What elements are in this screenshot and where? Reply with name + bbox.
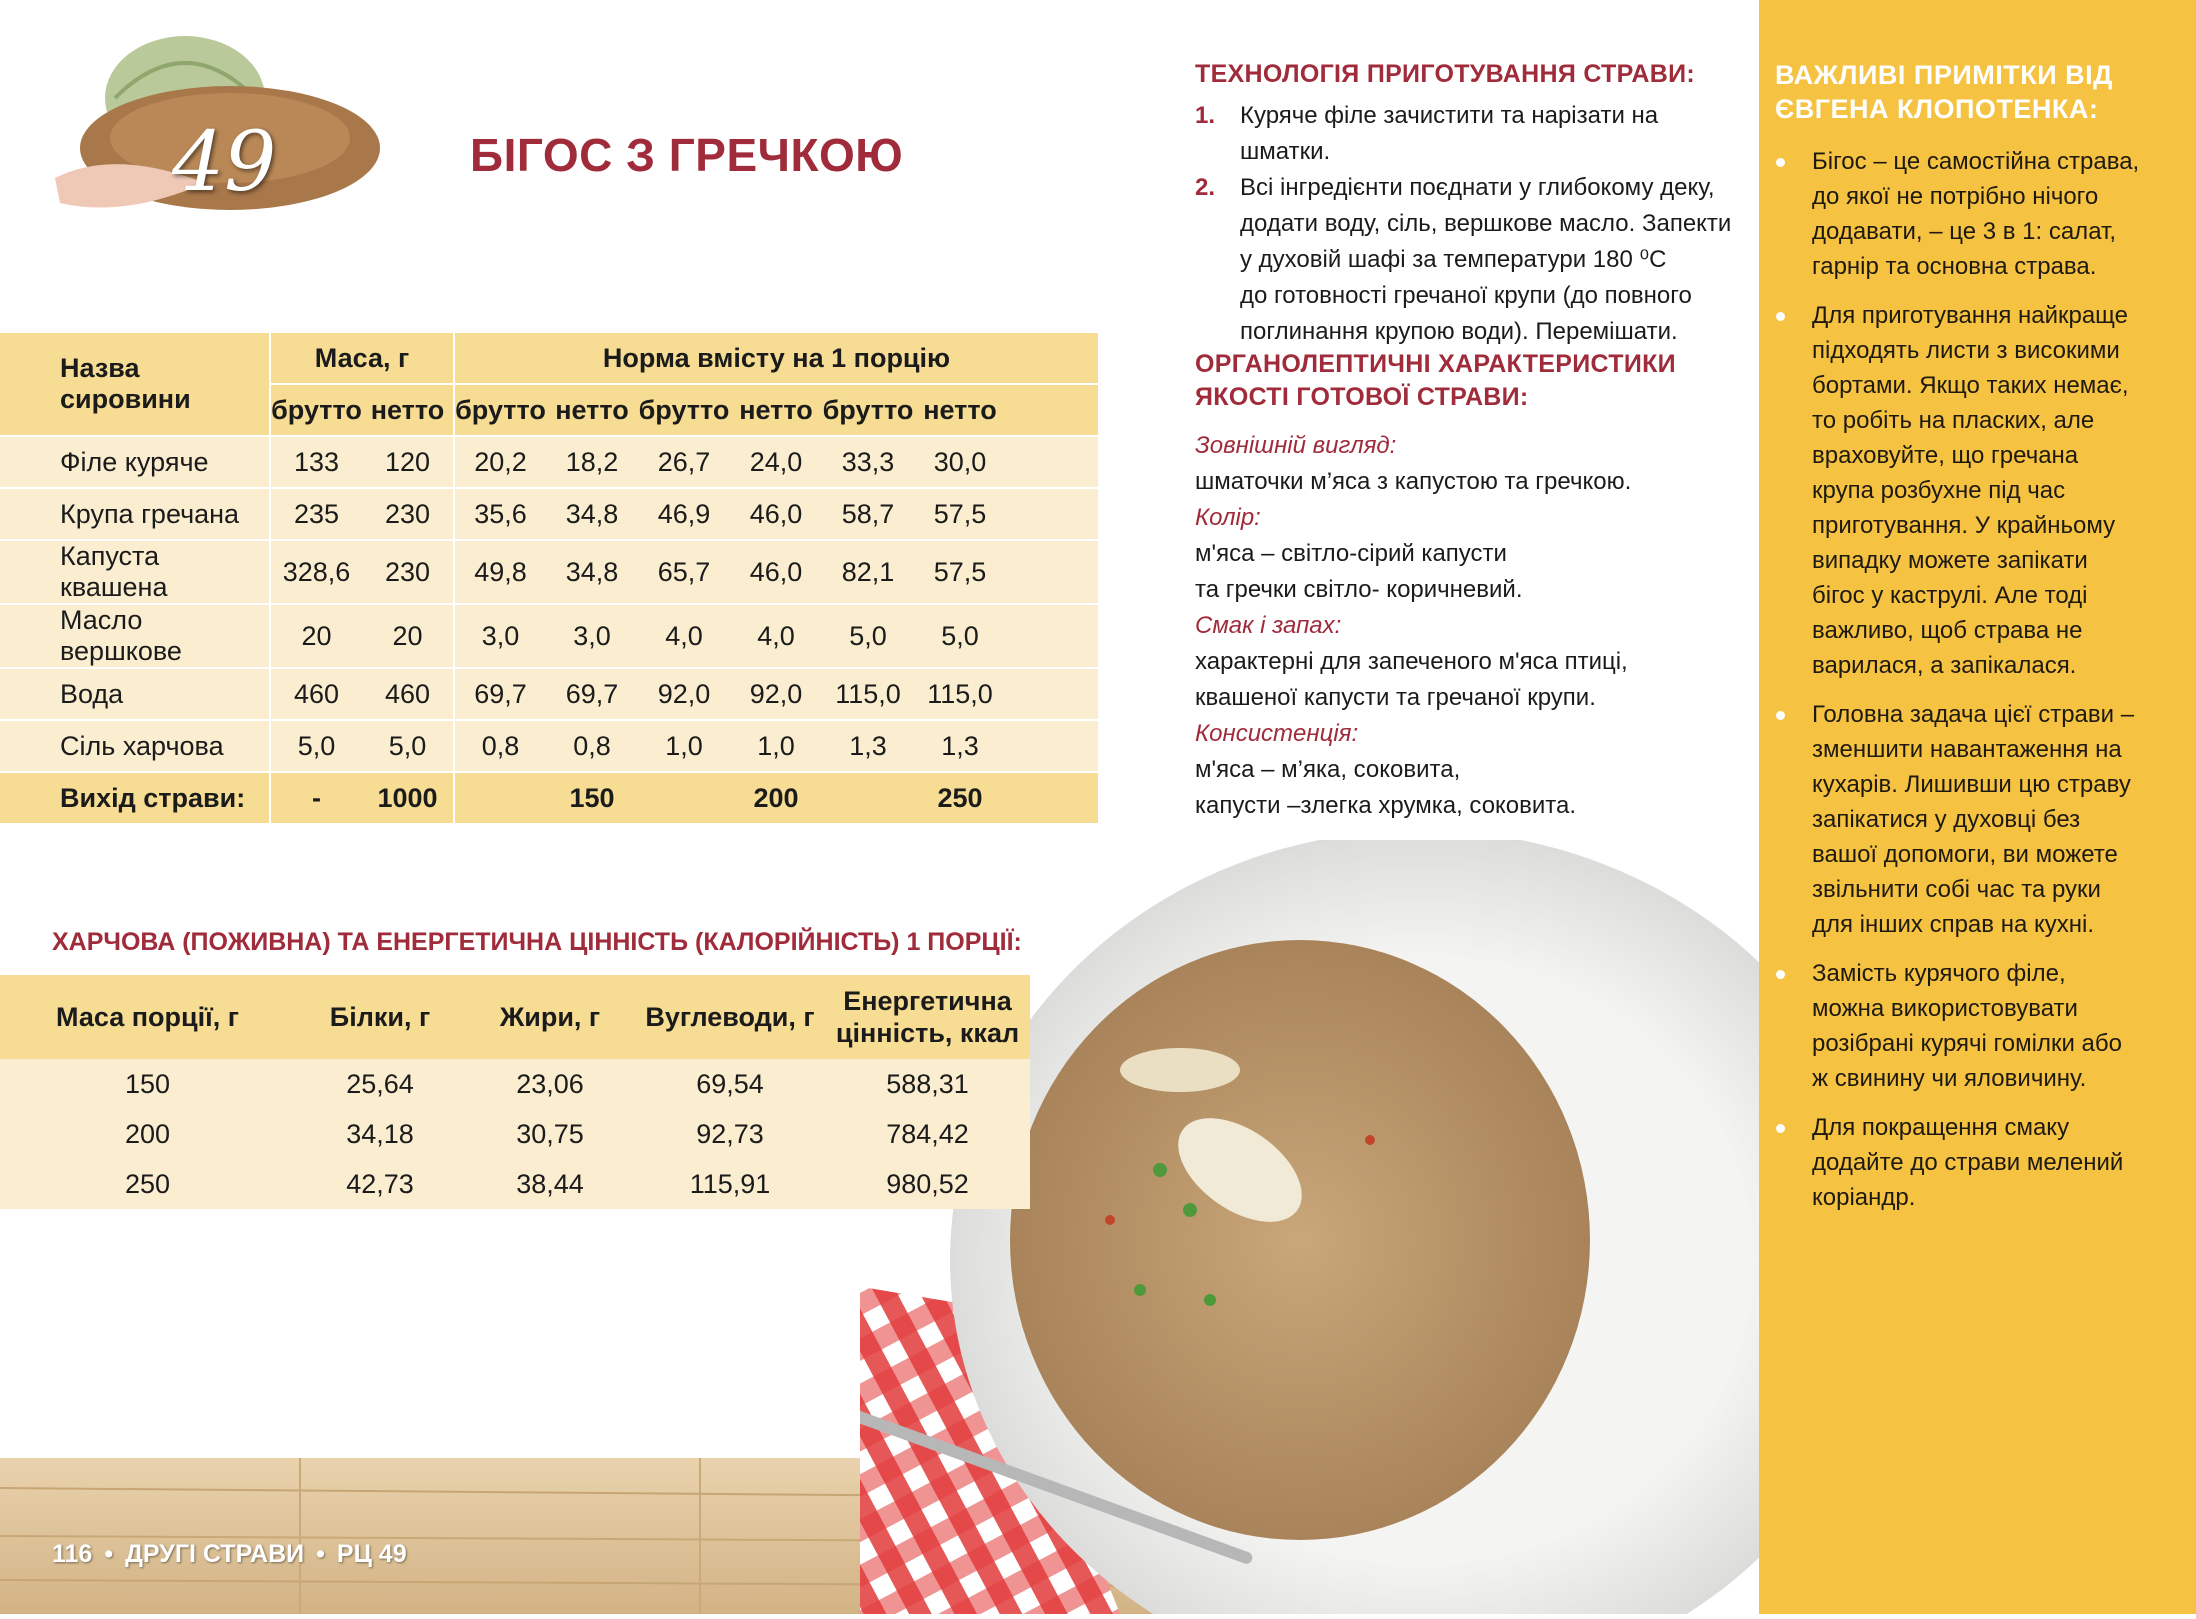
step-number: 1. (1195, 102, 1216, 129)
bullet-icon (1776, 970, 1785, 979)
cell-value: 1,3 (914, 720, 1006, 772)
list-item (1772, 144, 2152, 284)
header-brutto: брутто (822, 384, 914, 436)
cell-value: 0,8 (454, 720, 546, 772)
table-row (0, 720, 1098, 772)
note-line: розібрані курячі гомілки або (1812, 1030, 2122, 1057)
header-portion-mass: Маса порції, г (0, 975, 295, 1059)
header-energy-line2: цінність, ккал (835, 1018, 1020, 1048)
cell-value: 92,0 (730, 668, 822, 720)
list-item (1195, 98, 1735, 170)
cell-value: 250 (0, 1159, 295, 1209)
cell-value: 46,9 (638, 488, 730, 540)
cell-value: 5,0 (914, 604, 1006, 668)
header-brutto: брутто (638, 384, 730, 436)
note-line: додайте до страви мелений (1812, 1149, 2124, 1176)
header-netto: нетто (730, 384, 822, 436)
cell-value: 20 (270, 604, 362, 668)
cell-value: 46,0 (730, 488, 822, 540)
note-line: крупа розбухне під час (1812, 477, 2066, 504)
header-norm: Норма вмісту на 1 порцію (454, 333, 1098, 384)
cell-value: 23,06 (465, 1059, 635, 1109)
header-netto: нетто (546, 384, 638, 436)
notes-list (1772, 144, 2152, 1229)
cell-value: 150 (546, 772, 638, 824)
taste-text: квашеної капусти та гречаної крупи. (1195, 684, 1596, 711)
note-line: Для приготування найкраще (1812, 302, 2129, 329)
note-line: ж свинину чи яловичину. (1812, 1065, 2087, 1092)
cell-value: 26,7 (638, 436, 730, 488)
note-line: можна використовувати (1812, 995, 2078, 1022)
cell-value: 4,0 (638, 604, 730, 668)
ingredients-table (0, 333, 1098, 825)
cell-value: 3,0 (546, 604, 638, 668)
cell-blank (454, 772, 546, 824)
cell-blank (1006, 668, 1098, 720)
note-line: Замість курячого філе, (1812, 960, 2066, 987)
cell-value: 92,0 (638, 668, 730, 720)
ingredient-name: Сіль харчова (0, 720, 270, 772)
cell-value: 46,0 (730, 540, 822, 604)
notes-title-line: ЄВГЕНА КЛОПОТЕНКА: (1775, 94, 2099, 124)
note-line: зменшити навантаження на (1812, 736, 2122, 763)
note-line: то робіть на пласких, але (1812, 407, 2095, 434)
appearance-label: Зовнішній вигляд: (1195, 432, 1397, 459)
header-name: Назва сировини (0, 333, 270, 436)
notes-title-line: ВАЖЛИВІ ПРИМІТКИ ВІД (1775, 60, 2113, 90)
cell-value: 200 (730, 772, 822, 824)
cell-value: 133 (270, 436, 362, 488)
cell-value: 115,0 (822, 668, 914, 720)
step-text: Всі інгредієнти поєднати у глибокому деку, (1240, 174, 1715, 201)
cell-value: 57,5 (914, 540, 1006, 604)
cell-value: 69,7 (546, 668, 638, 720)
separator-dot-icon: • (104, 1540, 114, 1568)
cell-value: 4,0 (730, 604, 822, 668)
header-netto: нетто (362, 384, 454, 436)
cell-value: 34,8 (546, 488, 638, 540)
cell-value: 42,73 (295, 1159, 465, 1209)
cell-value: 0,8 (546, 720, 638, 772)
cell-value: 34,8 (546, 540, 638, 604)
cell-value: 1,0 (638, 720, 730, 772)
cell-value: 49,8 (454, 540, 546, 604)
note-line: враховуйте, що гречана (1812, 442, 2079, 469)
appearance-text: шматочки м’яса з капустою та гречкою. (1195, 468, 1632, 495)
note-line: Бігос – це самостійна страва, (1812, 148, 2140, 175)
step-text: поглинання крупою води). Перемішати. (1240, 318, 1678, 345)
header-brutto: брутто (270, 384, 362, 436)
header-mass: Маса, г (270, 333, 454, 384)
note-line: гарнір та основна страва. (1812, 253, 2097, 280)
cell-blank (1006, 488, 1098, 540)
table-row (0, 604, 1098, 668)
note-line: варилася, а запікалася. (1812, 652, 2077, 679)
header-energy (825, 975, 1030, 1059)
color-text: м'яса – світло-сірий капусти (1195, 540, 1507, 567)
cell-value: 18,2 (546, 436, 638, 488)
cell-value: 24,0 (730, 436, 822, 488)
notes-title (1775, 58, 2175, 126)
recipe-code: РЦ 49 (336, 1540, 407, 1568)
section-name: ДРУГІ СТРАВИ (125, 1540, 305, 1568)
cell-value: 30,0 (914, 436, 1006, 488)
cell-value: 92,73 (635, 1109, 825, 1159)
page-number: 116 (52, 1540, 93, 1568)
cell-value: 230 (362, 540, 454, 604)
taste-text: характерні для запеченого м'яса птиці, (1195, 648, 1628, 675)
bullet-icon (1776, 711, 1785, 720)
cell-value: 460 (362, 668, 454, 720)
color-label: Колір: (1195, 504, 1261, 531)
consistency-text: капусти –злегка хрумка, соковита. (1195, 792, 1577, 819)
note-line: приготування. У крайньому (1812, 512, 2116, 539)
cell-value: 69,7 (454, 668, 546, 720)
cell-value: 20 (362, 604, 454, 668)
step-text: додати воду, сіль, вершкове масло. Запекти (1240, 210, 1732, 237)
cell-value: 69,54 (635, 1059, 825, 1109)
header-energy-line1: Енергетична (843, 986, 1012, 1016)
cell-blank (1006, 540, 1098, 604)
cell-value: 30,75 (465, 1109, 635, 1159)
cell-value: 82,1 (822, 540, 914, 604)
list-item (1195, 170, 1735, 350)
cell-value: 460 (270, 668, 362, 720)
cell-value: 5,0 (822, 604, 914, 668)
recipe-number: 49 (172, 115, 277, 210)
cell-value: 5,0 (270, 720, 362, 772)
note-line: кухарів. Лишивши цю страву (1812, 771, 2131, 798)
cell-value: 980,52 (825, 1159, 1030, 1209)
nutrition-table (0, 975, 1030, 1209)
cell-value: 20,2 (454, 436, 546, 488)
ingredient-name: Масло вершкове (0, 604, 270, 668)
organoleptic-characteristics (1195, 428, 1755, 824)
cell-value: 34,18 (295, 1109, 465, 1159)
note-line: бігос у каструлі. Але тоді (1812, 582, 2088, 609)
color-text: та гречки світло- коричневий. (1195, 576, 1523, 603)
table-row (0, 1059, 1030, 1109)
cell-value: 588,31 (825, 1059, 1030, 1109)
table-header-row (0, 975, 1030, 1059)
header-carbs: Вуглеводи, г (635, 975, 825, 1059)
cell-value: 58,7 (822, 488, 914, 540)
list-item (1772, 1110, 2152, 1215)
note-line: звільнити собі час та руки (1812, 876, 2101, 903)
note-line: коріандр. (1812, 1184, 1916, 1211)
list-item (1772, 697, 2152, 942)
cell-blank (1006, 436, 1098, 488)
header-protein: Білки, г (295, 975, 465, 1059)
cell-value: 65,7 (638, 540, 730, 604)
cell-blank (822, 772, 914, 824)
cell-value: 250 (914, 772, 1006, 824)
taste-label: Смак і запах: (1195, 612, 1342, 639)
table-row (0, 540, 1098, 604)
cell-value: 38,44 (465, 1159, 635, 1209)
cell-value: 33,3 (822, 436, 914, 488)
cell-blank (1006, 772, 1098, 824)
note-line: Для покращення смаку (1812, 1114, 2070, 1141)
note-line: додавати, – це 3 в 1: салат, (1812, 218, 2117, 245)
note-line: підходять листи з високими (1812, 337, 2120, 364)
table-row (0, 668, 1098, 720)
bullet-icon (1776, 158, 1785, 167)
note-line: для інших справ на кухні. (1812, 911, 2094, 938)
bullet-icon (1776, 312, 1785, 321)
organoleptic-title-line: ОРГАНОЛЕПТИЧНІ ХАРАКТЕРИСТИКИ (1195, 350, 1676, 378)
cell-blank (1006, 604, 1098, 668)
cell-value: 115,91 (635, 1159, 825, 1209)
technology-title: ТЕХНОЛОГІЯ ПРИГОТУВАННЯ СТРАВИ: (1195, 60, 1696, 88)
yield-label: Вихід страви: (0, 772, 270, 824)
header-brutto: брутто (454, 384, 546, 436)
cell-blank (638, 772, 730, 824)
table-total-row (0, 772, 1098, 824)
cell-value: - (270, 772, 362, 824)
consistency-text: м'яса – м’яка, соковита, (1195, 756, 1461, 783)
cell-value: 150 (0, 1059, 295, 1109)
bullet-icon (1776, 1124, 1785, 1133)
cell-value: 115,0 (914, 668, 1006, 720)
table-row (0, 488, 1098, 540)
cell-value: 235 (270, 488, 362, 540)
separator-dot-icon: • (316, 1540, 325, 1568)
note-line: випадку можете запікати (1812, 547, 2088, 574)
cell-value: 328,6 (270, 540, 362, 604)
technology-steps (1195, 98, 1735, 350)
ingredient-name: Філе куряче (0, 436, 270, 488)
list-item (1772, 956, 2152, 1096)
note-line: важливо, щоб страва не (1812, 617, 2083, 644)
ingredient-name: Вода (0, 668, 270, 720)
recipe-title: БІГОС З ГРЕЧКОЮ (470, 129, 904, 181)
cell-value: 1,0 (730, 720, 822, 772)
note-line: вашої допомоги, ви можете (1812, 841, 2118, 868)
cell-value: 200 (0, 1109, 295, 1159)
step-number: 2. (1195, 174, 1216, 201)
nutrition-title: ХАРЧОВА (ПОЖИВНА) ТА ЕНЕРГЕТИЧНА ЦІННІСТЬ (КАЛОРІЙНІСТЬ) 1 ПОРЦІЇ: (52, 928, 1022, 956)
cell-value: 1000 (362, 772, 454, 824)
table-row (0, 436, 1098, 488)
cell-value: 230 (362, 488, 454, 540)
table-row (0, 1109, 1030, 1159)
table-row (0, 1159, 1030, 1209)
cell-value: 25,64 (295, 1059, 465, 1109)
cell-value: 5,0 (362, 720, 454, 772)
cell-value: 120 (362, 436, 454, 488)
page-footer (52, 1540, 407, 1569)
table-header-row (0, 333, 1098, 384)
ingredient-name: Капуста квашена (0, 540, 270, 604)
note-line: запікатися у духовці без (1812, 806, 2081, 833)
organoleptic-title-line: ЯКОСТІ ГОТОВОЇ СТРАВИ: (1195, 383, 1529, 411)
list-item (1772, 298, 2152, 683)
cell-value: 57,5 (914, 488, 1006, 540)
ingredient-name: Крупа гречана (0, 488, 270, 540)
cell-value: 1,3 (822, 720, 914, 772)
step-text: Куряче філе зачистити та нарізати на шматки. (1240, 102, 1659, 165)
note-line: бортами. Якщо таких немає, (1812, 372, 2129, 399)
header-netto: нетто (914, 384, 1006, 436)
note-line: Головна задача цієї страви – (1812, 701, 2135, 728)
header-fat: Жири, г (465, 975, 635, 1059)
consistency-label: Консистенція: (1195, 720, 1359, 747)
note-line: до якої не потрібно нічого (1812, 183, 2099, 210)
cell-value: 3,0 (454, 604, 546, 668)
cell-blank (1006, 720, 1098, 772)
step-text: у духовій шафі за температури 180 ⁰С (1240, 246, 1667, 273)
cell-value: 35,6 (454, 488, 546, 540)
step-text: до готовності гречаної крупи (до повного (1240, 282, 1692, 309)
cell-value: 784,42 (825, 1109, 1030, 1159)
organoleptic-title (1195, 348, 1715, 414)
header-blank (1006, 384, 1098, 436)
